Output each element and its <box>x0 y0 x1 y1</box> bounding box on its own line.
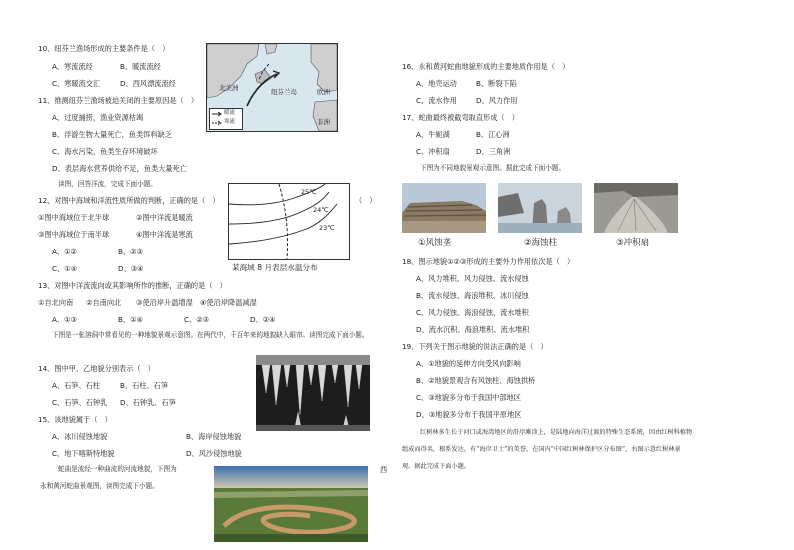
q19-option-b[interactable]: B、②地貌景观含有风蚀柱、海蚀拱桥 <box>416 376 536 385</box>
caption-alluvial-fan: ③冲积扇 <box>616 238 650 248</box>
q18-option-a[interactable]: A、风力堆积、风力侵蚀、流水侵蚀 <box>416 274 529 283</box>
q11-option-c[interactable]: C、海水污染，鱼类生存环境破坏 <box>52 147 158 156</box>
q10-stem: 10、纽芬兰渔场形成的主要条件是（ ） <box>38 44 170 53</box>
q13-statement-3: ③使沿岸升温增湿 <box>136 298 193 307</box>
q13-statement-1: ①自北向南 <box>38 298 74 307</box>
legend-cold: 寒流 <box>224 119 236 125</box>
q12-statement-1: ①图中海域位于北半球 <box>38 213 110 222</box>
q16-stem: 16、永和黄河蛇曲地貌形成的主要地质作用是（ ） <box>402 62 570 71</box>
newfoundland-label: 纽芬兰岛 <box>271 88 297 96</box>
intro-karst: 下图是一张溶洞中常看见的一种地貌景观示意图。在两代中，千百年来的地貌缺入眼帘。读图完成下面小题。 <box>52 331 369 339</box>
isotherm-25: 25℃ <box>301 188 317 196</box>
alluvial-fan-drawing <box>594 183 678 233</box>
legend-warm: 暖流 <box>224 110 236 116</box>
q19-stem: 19、下列关于图示地貌的说法正确的是（ ） <box>402 342 548 351</box>
isotherm-caption: 某海域 8 月表层水温分布 <box>232 263 318 272</box>
intro-landform-photos: 下图为不同地貌景观示意图。据此完成下面小题。 <box>420 164 566 172</box>
q12-option-d[interactable]: D、③④ <box>118 264 144 273</box>
mangrove-intro-line3: 观。据此完成下面小题。 <box>402 463 471 470</box>
q15-stem: 15、该地貌属于（ ） <box>38 415 112 424</box>
q11-option-b[interactable]: B、浮游生物大量死亡，鱼类饵料缺乏 <box>52 130 172 139</box>
q17-option-b[interactable]: B、江心洲 <box>476 130 510 139</box>
wind-erosion-ridge-photo <box>402 183 486 233</box>
q12-option-a[interactable]: A、①② <box>52 247 77 256</box>
sea-stack-drawing <box>498 183 582 233</box>
cave-photo <box>256 355 370 431</box>
q14-option-c[interactable]: C、石笋、石钟乳 <box>52 398 108 407</box>
q13-option-c[interactable]: C、②③ <box>184 315 210 324</box>
isotherm-24: 24℃ <box>313 206 329 214</box>
q19-option-a[interactable]: A、①地貌的延伸方向受风向影响 <box>416 359 521 368</box>
isotherm-diagram <box>228 183 350 260</box>
q10-option-c[interactable]: C、寒暖流交汇 <box>52 79 101 88</box>
q12-statement-3: ③图中海域位于南半球 <box>38 230 110 239</box>
q13-stem: 13、对图中洋流流向或其影响所作的推断，正确的是（ ） <box>38 281 227 290</box>
q16-option-d[interactable]: D、风力作用 <box>476 96 518 105</box>
q17-stem: 17、蛇曲最终被截弯取直形成（ ） <box>402 113 519 122</box>
q13-option-a[interactable]: A、①③ <box>52 315 77 324</box>
q13-statement-2: ②自南向北 <box>86 298 122 307</box>
mangrove-intro-line1: 红树林多生长于河口或海湾地区的沿岸滩涂上，是陆地向海洋过渡的特殊生态系统，因由红树科植物 <box>420 429 693 436</box>
river-meander-photo <box>214 466 368 542</box>
q16-option-b[interactable]: B、断裂下陷 <box>476 79 517 88</box>
isotherm-23: 23℃ <box>319 224 335 232</box>
q10-option-d[interactable]: D、西风漂流流经 <box>120 79 176 88</box>
q10-option-a[interactable]: A、寒流流经 <box>52 62 93 71</box>
q17-option-a[interactable]: A、牛轭湖 <box>416 130 450 139</box>
q14-stem: 14、图中甲、乙地貌分别表示（ ） <box>38 364 155 373</box>
sea-stack-photo <box>498 183 582 233</box>
mangrove-intro-line2: 组成而得名，根系发达，有“海岸卫士”的美誉。在国内“中国红树林保护区分布图”，右图示意红树林景 <box>402 446 681 453</box>
q16-option-a[interactable]: A、地壳运动 <box>416 79 457 88</box>
caption-wind-ridge: ①风蚀垄 <box>418 238 452 248</box>
q13-option-b[interactable]: B、①④ <box>118 315 144 324</box>
cave-drawing <box>256 355 370 431</box>
africa-label: 非洲 <box>317 118 330 126</box>
intro-river-line1: 蛇曲是流经一种曲流的河流地貌，下图为 <box>58 465 177 473</box>
q12-option-b[interactable]: B、②③ <box>118 247 144 256</box>
q18-option-d[interactable]: D、流水沉积、海浪堆积、流水堆积 <box>416 325 530 334</box>
q11-option-a[interactable]: A、过度捕捞，渔业资源枯竭 <box>52 113 144 122</box>
q12-statement-4: ④图中洋流是寒流 <box>136 230 193 239</box>
map-legend <box>209 108 243 130</box>
europe-label: 欧洲 <box>317 88 330 96</box>
caption-sea-stack: ②海蚀柱 <box>524 238 558 248</box>
meander-drawing <box>214 466 368 542</box>
q15-option-d[interactable]: D、风沙侵蚀地貌 <box>186 449 242 458</box>
q13-statement-4: ④使沿岸降温减湿 <box>200 298 257 307</box>
q14-option-a[interactable]: A、石笋、石柱 <box>52 381 101 390</box>
q12-stem: 12、对图中海域和洋流性质所做的判断，正确的是（ ） <box>38 196 220 205</box>
q18-stem: 18、图示地貌①②③形成的主要外力作用依次是（ ） <box>402 257 575 266</box>
intro-river-line2: 永和黄河蛇曲景观图，读图完成下小题。 <box>40 482 159 490</box>
q10-option-b[interactable]: B、暖流流经 <box>120 62 161 71</box>
q18-option-c[interactable]: C、风力侵蚀、海浪侵蚀、流水堆积 <box>416 308 529 317</box>
north-america-label: 北美洲 <box>219 84 239 92</box>
isotherm-drawing <box>229 184 349 259</box>
intro-ocean-current: 读图，回答洋流，完成下面小题。 <box>58 180 157 188</box>
q11-option-d[interactable]: D、表层海水营养供给不足，鱼类大量死亡 <box>52 164 187 173</box>
q12-statement-2: ②图中洋流是暖流 <box>136 213 193 222</box>
stray-character: 西 <box>380 465 388 474</box>
alluvial-fan-photo <box>594 183 678 233</box>
q11-stem: 11、推测纽芬兰渔场被迫关闭的主要原因是（ ） <box>38 96 199 105</box>
q15-option-a[interactable]: A、冰川侵蚀地貌 <box>52 432 108 441</box>
q19-option-c[interactable]: C、③地貌多分布于我国中部地区 <box>416 393 521 402</box>
legend-arrows-icon <box>211 109 223 129</box>
q14-option-d[interactable]: D、石钟乳、石笋 <box>120 398 176 407</box>
q19-option-d[interactable]: D、③地貌多分布于我国平原地区 <box>416 410 522 419</box>
q12-option-c[interactable]: C、①④ <box>52 264 78 273</box>
newfoundland-map <box>206 43 338 132</box>
q15-option-c[interactable]: C、地下喀斯特地貌 <box>52 449 115 458</box>
q15-option-b[interactable]: B、海岸侵蚀地貌 <box>186 432 242 441</box>
q14-option-b[interactable]: B、石柱、石笋 <box>120 381 169 390</box>
q12-paren: （ ） <box>355 196 377 205</box>
q17-option-c[interactable]: C、冲积扇 <box>416 147 450 156</box>
q16-option-c[interactable]: C、流水作用 <box>416 96 457 105</box>
q17-option-d[interactable]: D、三角洲 <box>476 147 511 156</box>
q13-option-d[interactable]: D、②④ <box>250 315 276 324</box>
wind-ridge-drawing <box>402 183 486 233</box>
q18-option-b[interactable]: B、流水侵蚀、海浪堆积、冰川侵蚀 <box>416 291 529 300</box>
